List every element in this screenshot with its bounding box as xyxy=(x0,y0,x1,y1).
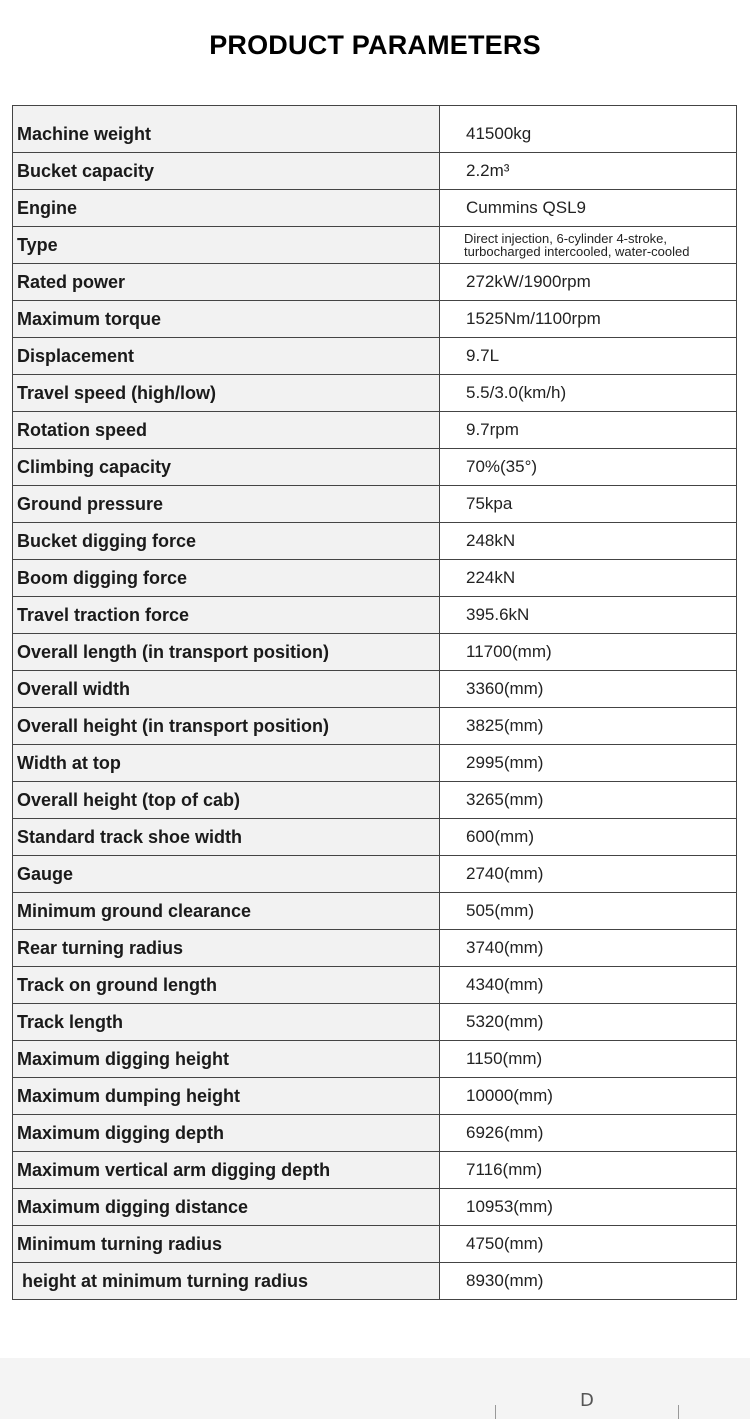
parameter-label: Displacement xyxy=(13,338,440,375)
parameter-label: Type xyxy=(13,227,440,264)
parameters-table xyxy=(12,105,737,1300)
footer-glyph: D xyxy=(580,1390,594,1411)
parameters-table-body xyxy=(13,106,737,1300)
parameter-value: 10000(mm) xyxy=(440,1078,737,1115)
table-row xyxy=(13,819,737,856)
parameter-label: Standard track shoe width xyxy=(13,819,440,856)
parameter-value: Direct injection, 6-cylinder 4-stroke, turbocharged intercooled, water-cooled xyxy=(440,227,737,264)
table-row xyxy=(13,1263,737,1300)
parameter-label: Width at top xyxy=(13,745,440,782)
table-row xyxy=(13,1041,737,1078)
parameter-value: 3825(mm) xyxy=(440,708,737,745)
parameter-value: 7116(mm) xyxy=(440,1152,737,1189)
table-row xyxy=(13,1152,737,1189)
parameter-label: Rear turning radius xyxy=(13,930,440,967)
table-row xyxy=(13,1078,737,1115)
table-row xyxy=(13,523,737,560)
parameter-label: Maximum digging height xyxy=(13,1041,440,1078)
table-row xyxy=(13,375,737,412)
parameter-value: 1150(mm) xyxy=(440,1041,737,1078)
parameter-value: 5.5/3.0(km/h) xyxy=(440,375,737,412)
table-row xyxy=(13,338,737,375)
parameter-value: 9.7L xyxy=(440,338,737,375)
parameter-value: 3740(mm) xyxy=(440,930,737,967)
page-title: PRODUCT PARAMETERS xyxy=(209,30,541,60)
table-row xyxy=(13,597,737,634)
parameter-value: 8930(mm) xyxy=(440,1263,737,1300)
parameter-value: 2.2m³ xyxy=(440,153,737,190)
parameter-value: 3360(mm) xyxy=(440,671,737,708)
parameter-label: Bucket capacity xyxy=(13,153,440,190)
table-row xyxy=(13,1115,737,1152)
parameter-value: 248kN xyxy=(440,523,737,560)
parameter-value: 70%(35°) xyxy=(440,449,737,486)
footer-bar xyxy=(0,1358,750,1419)
parameter-label: Overall height (in transport position) xyxy=(13,708,440,745)
table-row xyxy=(13,782,737,819)
table-row xyxy=(13,106,737,153)
parameter-label: Maximum torque xyxy=(13,301,440,338)
parameter-label: Travel speed (high/low) xyxy=(13,375,440,412)
table-row xyxy=(13,153,737,190)
parameter-value: 75kpa xyxy=(440,486,737,523)
parameter-value: 5320(mm) xyxy=(440,1004,737,1041)
table-row xyxy=(13,893,737,930)
table-row xyxy=(13,190,737,227)
table-row xyxy=(13,1189,737,1226)
parameter-value: 224kN xyxy=(440,560,737,597)
parameter-value: 2740(mm) xyxy=(440,856,737,893)
parameter-value: Cummins QSL9 xyxy=(440,190,737,227)
parameter-label: Bucket digging force xyxy=(13,523,440,560)
table-row xyxy=(13,301,737,338)
parameter-label: Rated power xyxy=(13,264,440,301)
parameter-value: 3265(mm) xyxy=(440,782,737,819)
table-row xyxy=(13,1226,737,1263)
table-row xyxy=(13,264,737,301)
footer-divider xyxy=(495,1405,496,1419)
table-row xyxy=(13,227,737,264)
parameter-value: 395.6kN xyxy=(440,597,737,634)
table-row xyxy=(13,671,737,708)
parameter-label: height at minimum turning radius xyxy=(13,1263,440,1300)
table-row xyxy=(13,560,737,597)
parameter-label: Engine xyxy=(13,190,440,227)
parameter-value: 6926(mm) xyxy=(440,1115,737,1152)
table-row xyxy=(13,1004,737,1041)
parameter-label: Gauge xyxy=(13,856,440,893)
parameter-label: Climbing capacity xyxy=(13,449,440,486)
table-row xyxy=(13,930,737,967)
table-row xyxy=(13,412,737,449)
parameter-label: Boom digging force xyxy=(13,560,440,597)
parameter-value: 4750(mm) xyxy=(440,1226,737,1263)
parameter-value: 41500kg xyxy=(440,106,737,153)
parameter-value: 4340(mm) xyxy=(440,967,737,1004)
parameter-value: 10953(mm) xyxy=(440,1189,737,1226)
table-row xyxy=(13,634,737,671)
table-row xyxy=(13,486,737,523)
parameter-value: 505(mm) xyxy=(440,893,737,930)
footer-divider xyxy=(678,1405,679,1419)
table-row xyxy=(13,708,737,745)
parameter-value: 2995(mm) xyxy=(440,745,737,782)
parameter-label: Track length xyxy=(13,1004,440,1041)
parameter-label: Track on ground length xyxy=(13,967,440,1004)
parameter-label: Maximum digging distance xyxy=(13,1189,440,1226)
parameter-label: Travel traction force xyxy=(13,597,440,634)
parameter-label: Minimum turning radius xyxy=(13,1226,440,1263)
parameter-label: Overall height (top of cab) xyxy=(13,782,440,819)
parameter-label: Overall width xyxy=(13,671,440,708)
parameter-label: Overall length (in transport position) xyxy=(13,634,440,671)
parameter-label: Machine weight xyxy=(13,106,440,153)
table-row xyxy=(13,856,737,893)
parameter-value: 1525Nm/1100rpm xyxy=(440,301,737,338)
table-row xyxy=(13,745,737,782)
parameter-value: 9.7rpm xyxy=(440,412,737,449)
parameter-label: Maximum vertical arm digging depth xyxy=(13,1152,440,1189)
parameter-label: Rotation speed xyxy=(13,412,440,449)
parameter-label: Ground pressure xyxy=(13,486,440,523)
table-row xyxy=(13,967,737,1004)
table-row xyxy=(13,449,737,486)
parameter-value: 272kW/1900rpm xyxy=(440,264,737,301)
parameter-label: Maximum dumping height xyxy=(13,1078,440,1115)
parameter-label: Minimum ground clearance xyxy=(13,893,440,930)
parameter-value: 11700(mm) xyxy=(440,634,737,671)
parameter-value: 600(mm) xyxy=(440,819,737,856)
parameter-label: Maximum digging depth xyxy=(13,1115,440,1152)
